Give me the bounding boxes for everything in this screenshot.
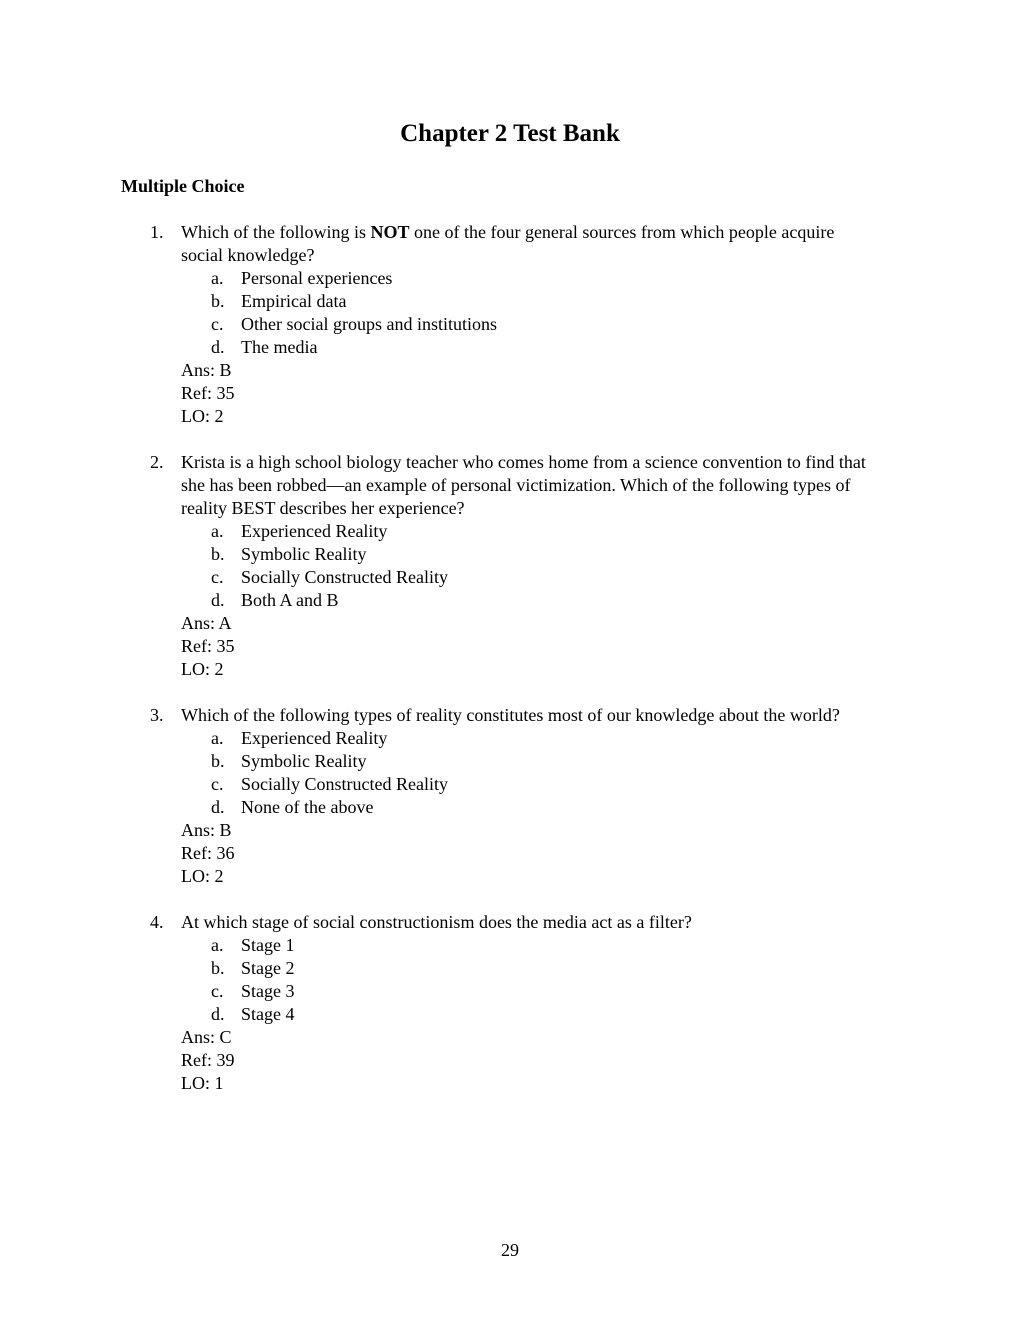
question-number: 4.	[150, 912, 164, 932]
reference: Ref: 36	[181, 843, 235, 863]
option-letter: c.	[211, 981, 224, 1001]
learning-objective: LO: 2	[181, 406, 224, 426]
option	[181, 566, 880, 589]
answer: Ans: B	[181, 360, 232, 380]
option-text: Empirical data	[241, 291, 347, 311]
page-number: 29	[501, 1240, 519, 1260]
option-text: Personal experiences	[241, 268, 393, 288]
option-text: Stage 3	[241, 981, 295, 1001]
answer: Ans: B	[181, 820, 232, 840]
option-letter: c.	[211, 774, 224, 794]
question-text: Krista is a high school biology teacher who comes home from a science convention to find that she has been robbed—an example of personal victimization. Which of the following types of reality BEST describes her experience?	[181, 452, 866, 518]
reference: Ref: 35	[181, 383, 235, 403]
question-number: 2.	[150, 452, 164, 472]
option	[181, 543, 880, 566]
question-text	[181, 221, 880, 267]
option	[181, 313, 880, 336]
option-letter: a.	[211, 268, 224, 288]
option-letter: b.	[211, 291, 225, 311]
option	[181, 750, 880, 773]
option	[181, 589, 880, 612]
answer: Ans: C	[181, 1027, 232, 1047]
option-letter: c.	[211, 567, 224, 587]
option-letter: a.	[211, 521, 224, 541]
question-number: 3.	[150, 705, 164, 725]
option-text: Other social groups and institutions	[241, 314, 497, 334]
question-text-emphasis: NOT	[370, 222, 410, 242]
page-title: Chapter 2 Test Bank	[400, 120, 620, 147]
question-number: 1.	[150, 222, 164, 242]
question-text: At which stage of social constructionism does the media act as a filter?	[181, 912, 692, 932]
option-text: Socially Constructed Reality	[241, 774, 448, 794]
option	[181, 336, 880, 359]
option-text: Stage 4	[241, 1004, 295, 1024]
option	[181, 934, 880, 957]
option-text: Stage 1	[241, 935, 295, 955]
learning-objective: LO: 2	[181, 659, 224, 679]
option-text: The media	[241, 337, 318, 357]
option	[181, 980, 880, 1003]
option	[181, 520, 880, 543]
option-text: Experienced Reality	[241, 521, 388, 541]
option	[181, 267, 880, 290]
option-letter: b.	[211, 958, 225, 978]
option-text: Socially Constructed Reality	[241, 567, 448, 587]
learning-objective: LO: 1	[181, 1073, 224, 1093]
question-text-part: one of the four general sources from which people acquire social knowledge?	[181, 222, 835, 265]
option-text: Symbolic Reality	[241, 751, 367, 771]
option-letter: d.	[211, 797, 225, 817]
reference: Ref: 39	[181, 1050, 235, 1070]
option-text: Both A and B	[241, 590, 339, 610]
option-text: Experienced Reality	[241, 728, 388, 748]
option-letter: d.	[211, 1004, 225, 1024]
section-heading: Multiple Choice	[121, 176, 245, 196]
question-list	[150, 221, 880, 1118]
option-text: Symbolic Reality	[241, 544, 367, 564]
option-letter: a.	[211, 935, 224, 955]
reference: Ref: 35	[181, 636, 235, 656]
option-letter: d.	[211, 337, 225, 357]
option-letter: d.	[211, 590, 225, 610]
question	[150, 704, 880, 888]
option-text: None of the above	[241, 797, 374, 817]
option-letter: b.	[211, 544, 225, 564]
option	[181, 957, 880, 980]
option	[181, 290, 880, 313]
question-text: Which of the following types of reality constitutes most of our knowledge about the world?	[181, 705, 840, 725]
option-letter: a.	[211, 728, 224, 748]
option-text: Stage 2	[241, 958, 295, 978]
option	[181, 796, 880, 819]
option	[181, 773, 880, 796]
option-letter: c.	[211, 314, 224, 334]
question	[150, 221, 880, 428]
option	[181, 727, 880, 750]
question-text-part: Which of the following is	[181, 222, 371, 242]
answer: Ans: A	[181, 613, 232, 633]
option	[181, 1003, 880, 1026]
question	[150, 911, 880, 1095]
learning-objective: LO: 2	[181, 866, 224, 886]
option-letter: b.	[211, 751, 225, 771]
question	[150, 451, 880, 681]
